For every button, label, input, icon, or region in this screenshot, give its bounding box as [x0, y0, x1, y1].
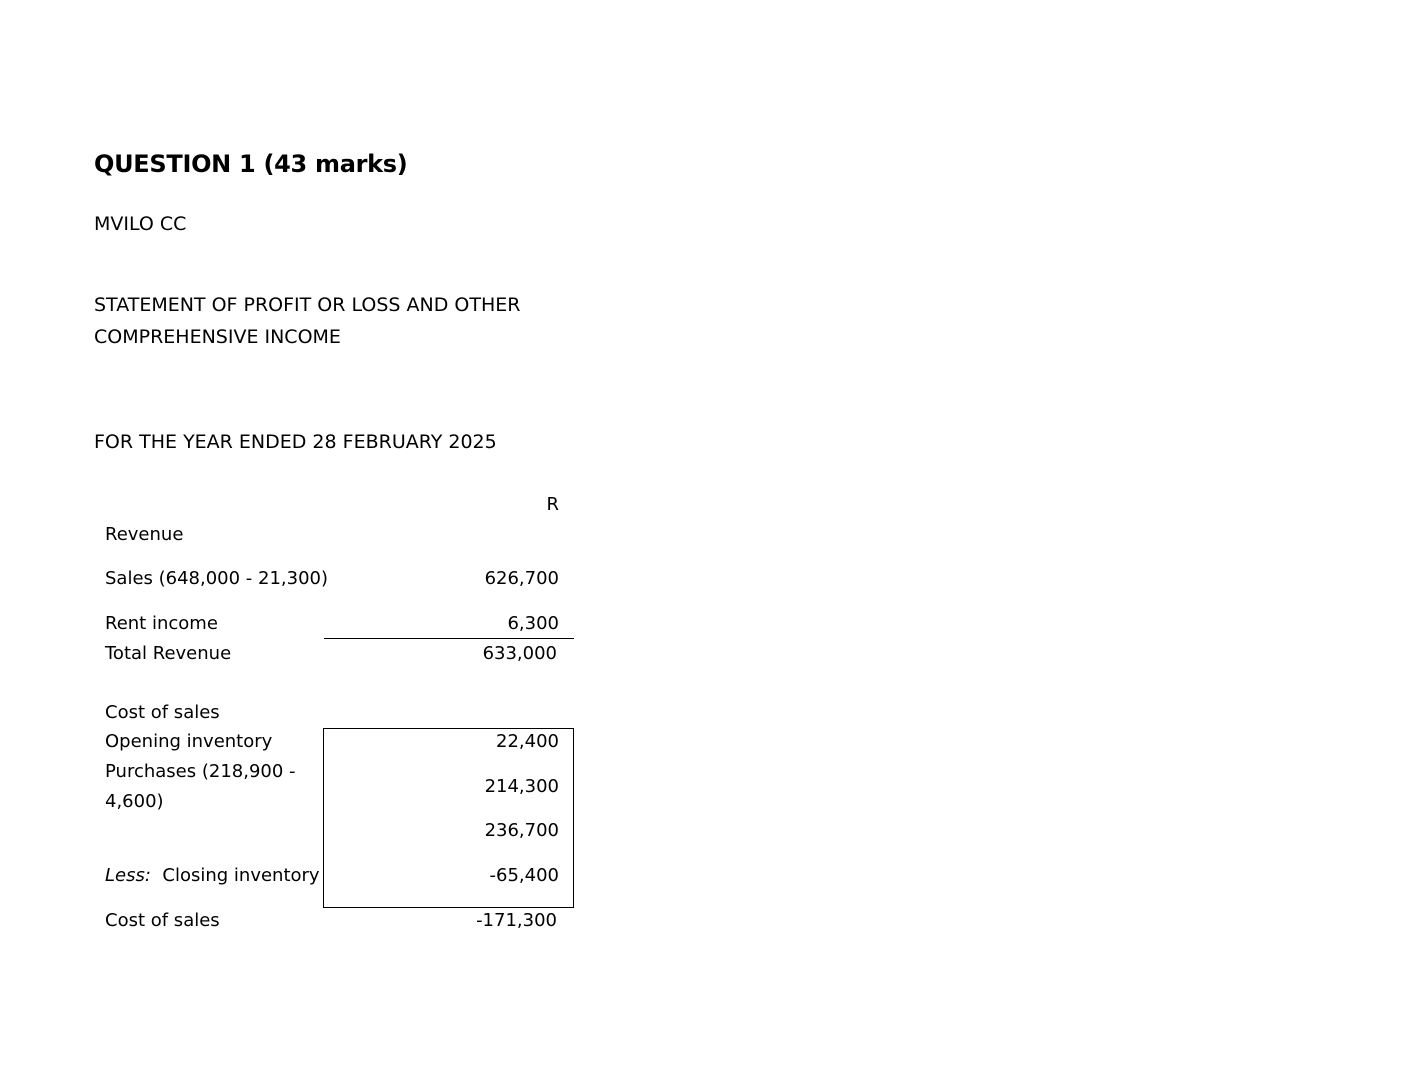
statement-title	[94, 289, 520, 353]
purchases-label-line1: Purchases (218,900 -	[105, 761, 296, 782]
rent-income-label: Rent income	[105, 613, 218, 634]
period-heading: FOR THE YEAR ENDED 28 FEBRUARY 2025	[94, 431, 497, 453]
cost-of-sales-total-value: -171,300	[476, 910, 557, 931]
purchases-value: 214,300	[484, 776, 559, 797]
cost-of-sales-heading: Cost of sales	[105, 702, 220, 723]
total-revenue-value: 633,000	[482, 643, 557, 664]
statement-title-line1: STATEMENT OF PROFIT OR LOSS AND OTHER	[94, 294, 521, 316]
closing-inventory-label	[105, 865, 320, 886]
subtotal-rule	[324, 638, 574, 639]
rent-income-value: 6,300	[507, 613, 559, 634]
less-label: Less:	[105, 865, 151, 886]
statement-title-line2: COMPREHENSIVE INCOME	[94, 326, 341, 348]
closing-inventory-text: Closing inventory	[162, 865, 320, 886]
purchases-label-line2: 4,600)	[105, 791, 164, 812]
revenue-heading: Revenue	[105, 524, 184, 545]
opening-inventory-value: 22,400	[496, 731, 559, 752]
currency-header: R	[546, 494, 559, 515]
sales-value: 626,700	[484, 568, 559, 589]
total-revenue-label: Total Revenue	[105, 643, 232, 664]
goods-available-value: 236,700	[484, 820, 559, 841]
opening-inventory-label: Opening inventory	[105, 731, 273, 752]
cost-of-sales-total-label: Cost of sales	[105, 910, 220, 931]
closing-inventory-value: -65,400	[489, 865, 559, 886]
question-title: QUESTION 1 (43 marks)	[94, 150, 408, 178]
sales-label: Sales (648,000 - 21,300)	[105, 568, 329, 589]
company-name: MVILO CC	[94, 213, 187, 235]
